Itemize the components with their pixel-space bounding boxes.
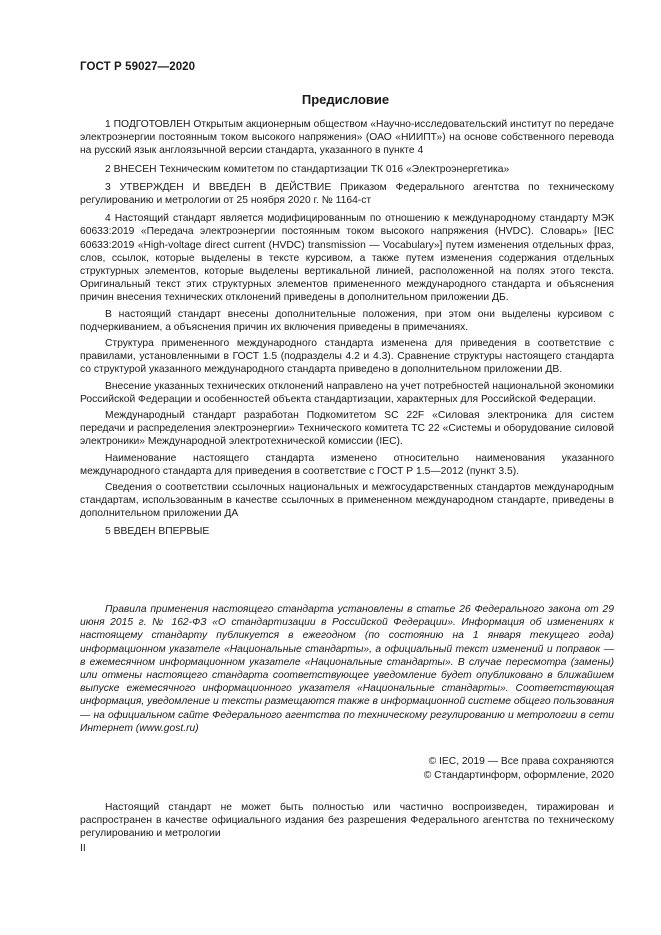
reproduction-notice: Настоящий стандарт не может быть полностью или частично воспроизведен, тиражирован и распространен в качестве официального издания без разрешения Федерального агентства по техническому регулированию и метрологии xyxy=(80,802,614,840)
paragraph-4: 4 Настоящий стандарт является модифицированным по отношению к международному стандарту МЭК 60633:2019 «Передача электроэнергии постоянным током высокого напряжения (HVDC). Словарь» [IEC 60633:2019 «High-voltage direct current (HVDC) transmission — Vocabulary»] путем изменения отдельных фраз, слов, ссылок, которые выделены в тексте курсивом, а также путем изменения содержания отдельных структурных элементов, которые выделены вертикальной линией, расположенной на полях этого текста. Оригинальный текст этих структурных элементов примененного международного стандарта и объяснения причин внесения технических отклонений приведены в дополнительном приложении ДБ. xyxy=(80,213,614,304)
page-title: Предисловие xyxy=(301,92,390,107)
copyright-iec: © IEC, 2019 — Все права сохраняются xyxy=(428,756,614,767)
standard-code: ГОСТ Р 59027—2020 xyxy=(80,61,196,73)
paragraph-1: 1 ПОДГОТОВЛЕН Открытым акционерным обществом «Научно-исследовательский институт по передаче электроэнергии постоянным током высокого напряжения» (ОАО «НИИПТ») на основе собственного перевода на русский язык англоязычной версии стандарта, указанного в пункте 4 xyxy=(80,119,614,157)
paragraph-4-name-change: Наименование настоящего стандарта изменено относительно наименования указанного международного стандарта для приведения в соответствие с ГОСТ Р 1.5—2012 (пункт 3.5). xyxy=(80,452,614,477)
copyright-standartinform: © Стандартинформ, оформление, 2020 xyxy=(423,770,614,781)
paragraph-4-deviations: Внесение указанных технических отклонений направлено на учет потребностей национальной экономики Российской Федерации и особенностей объекта стандартизации, характерных для Российской Федерации. xyxy=(80,380,614,405)
paragraph-4-references: Сведения о соответствии ссылочных национальных и межгосударственных стандартов международным стандартам, использованным в качестве ссылочных в примененном международном стандарте, приведены в дополнительном приложении ДА xyxy=(80,482,614,520)
paragraph-4-additions: В настоящий стандарт внесены дополнительные положения, при этом они выделены курсивом с подчеркиванием, а объяснения причин их включения приведены в примечаниях. xyxy=(80,308,614,333)
paragraph-2: 2 ВНЕСЕН Техническим комитетом по стандартизации ТК 016 «Электроэнергетика» xyxy=(105,163,510,175)
paragraph-5: 5 ВВЕДЕН ВПЕРВЫЕ xyxy=(105,525,210,537)
paragraph-3: 3 УТВЕРЖДЕН И ВВЕДЕН В ДЕЙСТВИЕ Приказом Федерального агентства по техническому регулированию и метрологии от 25 ноября 2020 г. № 1164-ст xyxy=(80,181,614,207)
page-number: II xyxy=(80,843,86,854)
paragraph-4-structure: Структура примененного международного стандарта изменена для приведения в соответствие с правилами, установленными в ГОСТ 1.5 (подразделы 4.2 и 4.3). Сравнение структуры настоящего стандарта со структурой указанного международного стандарта приведено в дополнительном приложении ДВ. xyxy=(80,338,614,376)
paragraph-4-developer: Международный стандарт разработан Подкомитетом SC 22F «Силовая электроника для систем передачи и распределения электроэнергии» Технического комитета ТС 22 «Системы и оборудование силовой электроники» Международной электротехнической комиссии (IEC). xyxy=(80,410,614,448)
application-rules-notice: Правила применения настоящего стандарта установлены в статье 26 Федерального закона от 29 июня 2015 г. № 162-ФЗ «О стандартизации в Российской Федерации». Информация об изменениях к настоящему стандарту публикуется в ежегодном (по состоянию на 1 января текущего года) информационном указателе «Национальные стандарты», а официальный текст изменений и поправок — в ежемесячном информационном указателе «Национальные стандарты». В случае пересмотра (замены) или отмены настоящего стандарта соответствующее уведомление будет опубликовано в ближайшем выпуске ежемесячного информационного указателя «Национальные стандарты». Соответствующая информация, уведомление и тексты размещаются также в информационной системе общего пользования — на официальном сайте Федерального агентства по техническому регулированию и метрологии в сети Интернет (www.gost.ru) xyxy=(80,604,614,734)
foreword-body xyxy=(80,118,614,543)
copyright-block xyxy=(314,755,614,783)
